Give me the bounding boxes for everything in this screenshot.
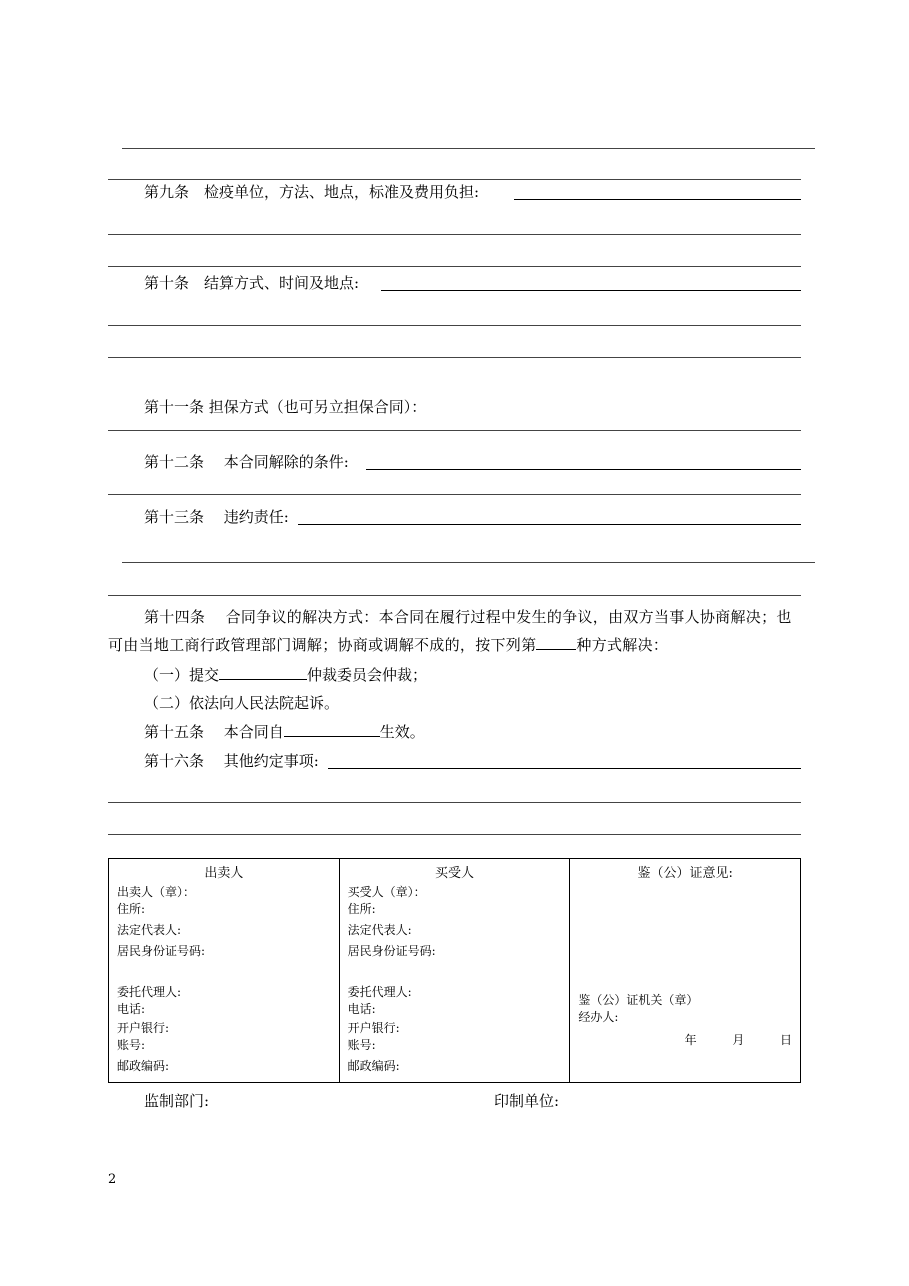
ruled-line — [122, 562, 815, 563]
seller-legal-rep-field[interactable]: 法定代表人: — [117, 923, 182, 937]
clause-9-label: 第九条 检疫单位，方法、地点，标准及费用负担: — [144, 183, 480, 201]
ruled-line — [108, 802, 801, 803]
clause-14-option-blank[interactable] — [536, 635, 576, 650]
notary-column — [570, 859, 801, 1083]
ruled-line — [122, 148, 815, 149]
clause-14-text-end: 种方式解决： — [576, 636, 669, 654]
ruled-line — [108, 430, 801, 431]
clause-10-fill-line[interactable] — [381, 290, 801, 291]
clause-15-label-end: 生效。 — [379, 723, 425, 741]
clause-12-fill-line[interactable] — [366, 469, 801, 470]
notary-month-label: 月 — [732, 1033, 745, 1047]
printer-label: 印制单位: — [494, 1092, 560, 1110]
notary-header: 鉴（公）证意见: — [637, 866, 733, 881]
clause-14-text: 第十四条 合同争议的解决方式：本合同在履行过程中发生的争议，由双方当事人协商解决；也可由当地工商行政管理部门调解；协商或调解不成的，按下列第 — [108, 608, 792, 654]
clause-10-label: 第十条 结算方式、时间及地点: — [144, 274, 360, 292]
notary-year-label: 年 — [684, 1033, 697, 1047]
effective-date-blank[interactable] — [284, 722, 380, 737]
signature-table — [108, 858, 801, 1083]
ruled-line — [108, 234, 801, 235]
seller-postcode-field[interactable]: 邮政编码: — [117, 1059, 170, 1073]
clause-9-fill-line[interactable] — [514, 199, 801, 200]
clause-11-label: 第十一条 担保方式（也可另立担保合同）： — [144, 398, 427, 416]
option-2: （二）依法向人民法院起诉。 — [144, 694, 340, 712]
buyer-column — [339, 859, 570, 1083]
buyer-phone-field[interactable]: 电话: — [347, 1002, 376, 1016]
clause-15 — [144, 722, 425, 742]
buyer-postcode-field[interactable]: 邮政编码: — [347, 1059, 400, 1073]
seller-column — [109, 859, 340, 1083]
buyer-agent-field[interactable]: 委托代理人: — [347, 985, 412, 999]
seller-header: 出卖人 — [204, 866, 244, 881]
ruled-line — [108, 595, 801, 596]
arbitration-commission-blank[interactable] — [219, 665, 307, 680]
buyer-account-field[interactable]: 账号: — [347, 1038, 376, 1052]
ruled-line — [108, 325, 801, 326]
notary-day-label: 日 — [779, 1033, 792, 1047]
clause-16-fill-line[interactable] — [328, 768, 801, 769]
seller-bank-field[interactable]: 开户银行: — [117, 1021, 170, 1035]
option-1-label-end: 仲裁委员会仲裁； — [307, 666, 428, 684]
ruled-line — [108, 179, 801, 180]
buyer-bank-field[interactable]: 开户银行: — [347, 1021, 400, 1035]
buyer-id-field[interactable]: 居民身份证号码: — [347, 944, 436, 958]
notary-date[interactable] — [578, 1032, 792, 1049]
ruled-line — [108, 266, 801, 267]
clause-13-fill-line[interactable] — [298, 524, 801, 525]
seller-seal-field[interactable]: 出卖人（章）： — [117, 885, 196, 899]
seller-id-field[interactable]: 居民身份证号码: — [117, 944, 206, 958]
buyer-address-field[interactable]: 住所: — [347, 902, 376, 916]
buyer-legal-rep-field[interactable]: 法定代表人: — [347, 923, 412, 937]
clause-13-label: 第十三条 违约责任: — [144, 508, 289, 526]
seller-account-field[interactable]: 账号: — [117, 1038, 146, 1052]
clause-14-paragraph — [108, 603, 802, 659]
notary-office-field[interactable]: 鉴（公）证机关（章） — [578, 993, 699, 1007]
buyer-seal-field[interactable]: 买受人（章）： — [347, 885, 426, 899]
clause-12-label: 第十二条 本合同解除的条件: — [144, 453, 349, 471]
seller-address-field[interactable]: 住所: — [117, 902, 146, 916]
notary-handler-field[interactable]: 经办人: — [578, 1010, 619, 1024]
seller-phone-field[interactable]: 电话: — [117, 1002, 146, 1016]
buyer-header: 买受人 — [434, 866, 474, 881]
ruled-line — [108, 834, 801, 835]
clause-16-label: 第十六条 其他约定事项: — [144, 752, 319, 770]
seller-agent-field[interactable]: 委托代理人: — [117, 985, 182, 999]
ruled-line — [108, 357, 801, 358]
supervisor-label: 监制部门: — [144, 1092, 210, 1110]
option-1-label: （一）提交 — [144, 666, 220, 684]
ruled-line — [108, 494, 801, 495]
clause-15-label: 第十五条 本合同自 — [144, 723, 284, 741]
option-1 — [144, 665, 427, 685]
page-number: 2 — [108, 1172, 117, 1187]
